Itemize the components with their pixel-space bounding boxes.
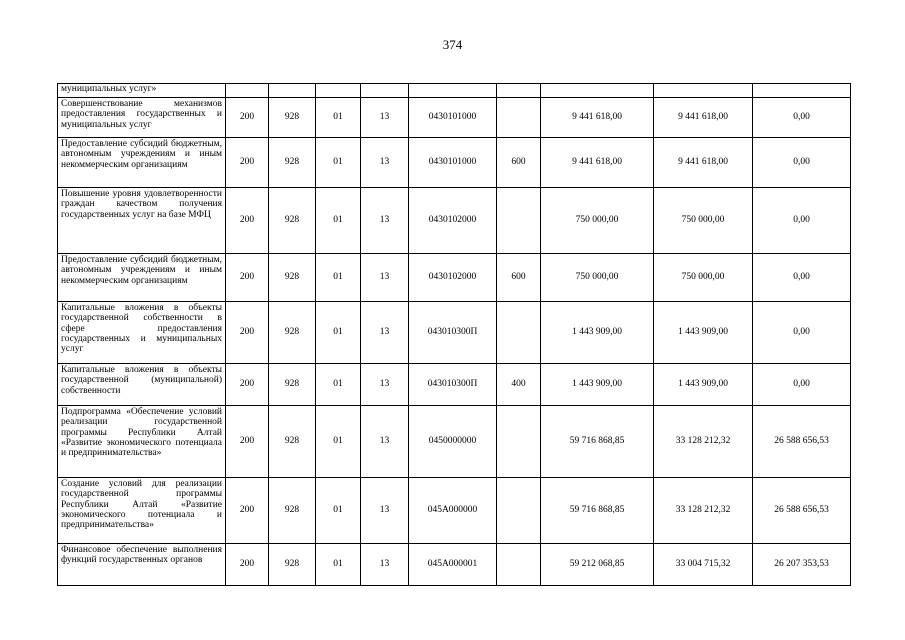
- row-name: Подпрограмма «Обеспечение условий реализации государственной программы Республики Алтай «Развитие экономического потенциала и предпринимательства»: [58, 406, 226, 478]
- row-expense-type: [497, 188, 541, 254]
- row-amount-2: 9 441 618,00: [654, 138, 753, 188]
- row-ministry-code: 928: [269, 544, 316, 586]
- table-row: [58, 478, 851, 544]
- row-subsection: 13: [361, 254, 409, 302]
- table-row: [58, 544, 851, 586]
- row-target-article: 0430101000: [409, 98, 497, 138]
- row-amount-2: 33 128 212,32: [654, 406, 753, 478]
- row-ministry-code: 928: [269, 478, 316, 544]
- row-amount-2: 33 004 715,32: [654, 544, 753, 586]
- row-admin-code: 200: [226, 98, 269, 138]
- row-amount-total: [541, 84, 654, 98]
- row-subsection: 13: [361, 188, 409, 254]
- row-amount-2: 33 128 212,32: [654, 478, 753, 544]
- row-amount-total: 59 716 868,85: [541, 406, 654, 478]
- row-ministry-code: 928: [269, 406, 316, 478]
- row-section: 01: [316, 364, 361, 406]
- table-row: [58, 98, 851, 138]
- row-target-article: 0430101000: [409, 138, 497, 188]
- table-row: [58, 302, 851, 364]
- row-ministry-code: 928: [269, 98, 316, 138]
- row-target-article: 043010300П: [409, 364, 497, 406]
- row-amount-3: [753, 84, 851, 98]
- row-expense-type: [497, 98, 541, 138]
- row-amount-total: 59 716 868,85: [541, 478, 654, 544]
- row-expense-type: [497, 478, 541, 544]
- row-amount-3: 0,00: [753, 302, 851, 364]
- row-amount-total: 1 443 909,00: [541, 302, 654, 364]
- row-section: 01: [316, 478, 361, 544]
- row-name: Создание условий для реализации государственной программы Республики Алтай «Развитие экономического потенциала и предпринимательства»: [58, 478, 226, 544]
- row-admin-code: 200: [226, 188, 269, 254]
- table-row: [58, 138, 851, 188]
- row-subsection: 13: [361, 138, 409, 188]
- row-expense-type: 600: [497, 254, 541, 302]
- row-expense-type: 600: [497, 138, 541, 188]
- row-amount-2: 750 000,00: [654, 188, 753, 254]
- row-target-article: 0450000000: [409, 406, 497, 478]
- row-expense-type: [497, 302, 541, 364]
- row-name: Финансовое обеспечение выполнения функций государственных органов: [58, 544, 226, 586]
- row-admin-code: 200: [226, 254, 269, 302]
- row-subsection: 13: [361, 406, 409, 478]
- row-amount-3: 0,00: [753, 98, 851, 138]
- row-admin-code: 200: [226, 364, 269, 406]
- row-target-article: 045А000001: [409, 544, 497, 586]
- table-row: [58, 254, 851, 302]
- row-amount-total: 1 443 909,00: [541, 364, 654, 406]
- row-name: Капитальные вложения в объекты государственной собственности в сфере предоставления государственных и муниципальных услуг: [58, 302, 226, 364]
- row-target-article: 043010300П: [409, 302, 497, 364]
- row-amount-3: 26 588 656,53: [753, 478, 851, 544]
- row-amount-total: 750 000,00: [541, 188, 654, 254]
- row-name: Повышение уровня удовлетворенности граждан качеством получения государственных услуг на базе МФЦ: [58, 188, 226, 254]
- row-subsection: 13: [361, 364, 409, 406]
- row-admin-code: 200: [226, 544, 269, 586]
- row-subsection: 13: [361, 478, 409, 544]
- table-row: [58, 364, 851, 406]
- row-amount-3: 0,00: [753, 364, 851, 406]
- row-amount-2: 1 443 909,00: [654, 364, 753, 406]
- table-row: [58, 406, 851, 478]
- row-amount-total: 9 441 618,00: [541, 138, 654, 188]
- row-name: Предоставление субсидий бюджетным, автономным учреждениям и иным некоммерческим организациям: [58, 254, 226, 302]
- row-name: Капитальные вложения в объекты государственной (муниципальной) собственности: [58, 364, 226, 406]
- row-section: 01: [316, 544, 361, 586]
- row-amount-3: 0,00: [753, 254, 851, 302]
- row-subsection: 13: [361, 302, 409, 364]
- row-section: 01: [316, 254, 361, 302]
- row-section: 01: [316, 138, 361, 188]
- row-section: 01: [316, 302, 361, 364]
- row-admin-code: 200: [226, 138, 269, 188]
- row-subsection: 13: [361, 98, 409, 138]
- row-name: муниципальных услуг»: [58, 84, 226, 98]
- row-amount-3: 0,00: [753, 188, 851, 254]
- row-name: Совершенствование механизмов предоставления государственных и муниципальных услуг: [58, 98, 226, 138]
- row-target-article: 045А000000: [409, 478, 497, 544]
- row-amount-total: 59 212 068,85: [541, 544, 654, 586]
- row-expense-type: 400: [497, 364, 541, 406]
- row-expense-type: [497, 406, 541, 478]
- row-subsection: 13: [361, 544, 409, 586]
- row-section: 01: [316, 188, 361, 254]
- row-amount-total: 9 441 618,00: [541, 98, 654, 138]
- row-expense-type: [497, 84, 541, 98]
- row-ministry-code: [269, 84, 316, 98]
- row-ministry-code: 928: [269, 188, 316, 254]
- row-target-article: [409, 84, 497, 98]
- row-amount-2: 9 441 618,00: [654, 98, 753, 138]
- row-admin-code: [226, 84, 269, 98]
- row-section: 01: [316, 98, 361, 138]
- row-amount-3: 0,00: [753, 138, 851, 188]
- row-ministry-code: 928: [269, 364, 316, 406]
- budget-table: [57, 83, 851, 586]
- row-amount-2: [654, 84, 753, 98]
- row-target-article: 0430102000: [409, 188, 497, 254]
- page-number: 374: [442, 37, 463, 52]
- row-admin-code: 200: [226, 478, 269, 544]
- row-ministry-code: 928: [269, 254, 316, 302]
- row-admin-code: 200: [226, 302, 269, 364]
- row-amount-3: 26 207 353,53: [753, 544, 851, 586]
- row-amount-2: 750 000,00: [654, 254, 753, 302]
- row-name: Предоставление субсидий бюджетным, автономным учреждениям и иным некоммерческим организациям: [58, 138, 226, 188]
- table-row: [58, 188, 851, 254]
- row-section: 01: [316, 406, 361, 478]
- row-subsection: [361, 84, 409, 98]
- row-expense-type: [497, 544, 541, 586]
- row-amount-3: 26 588 656,53: [753, 406, 851, 478]
- row-amount-2: 1 443 909,00: [654, 302, 753, 364]
- row-ministry-code: 928: [269, 138, 316, 188]
- table-row: [58, 84, 851, 98]
- row-admin-code: 200: [226, 406, 269, 478]
- row-target-article: 0430102000: [409, 254, 497, 302]
- row-amount-total: 750 000,00: [541, 254, 654, 302]
- row-ministry-code: 928: [269, 302, 316, 364]
- row-section: [316, 84, 361, 98]
